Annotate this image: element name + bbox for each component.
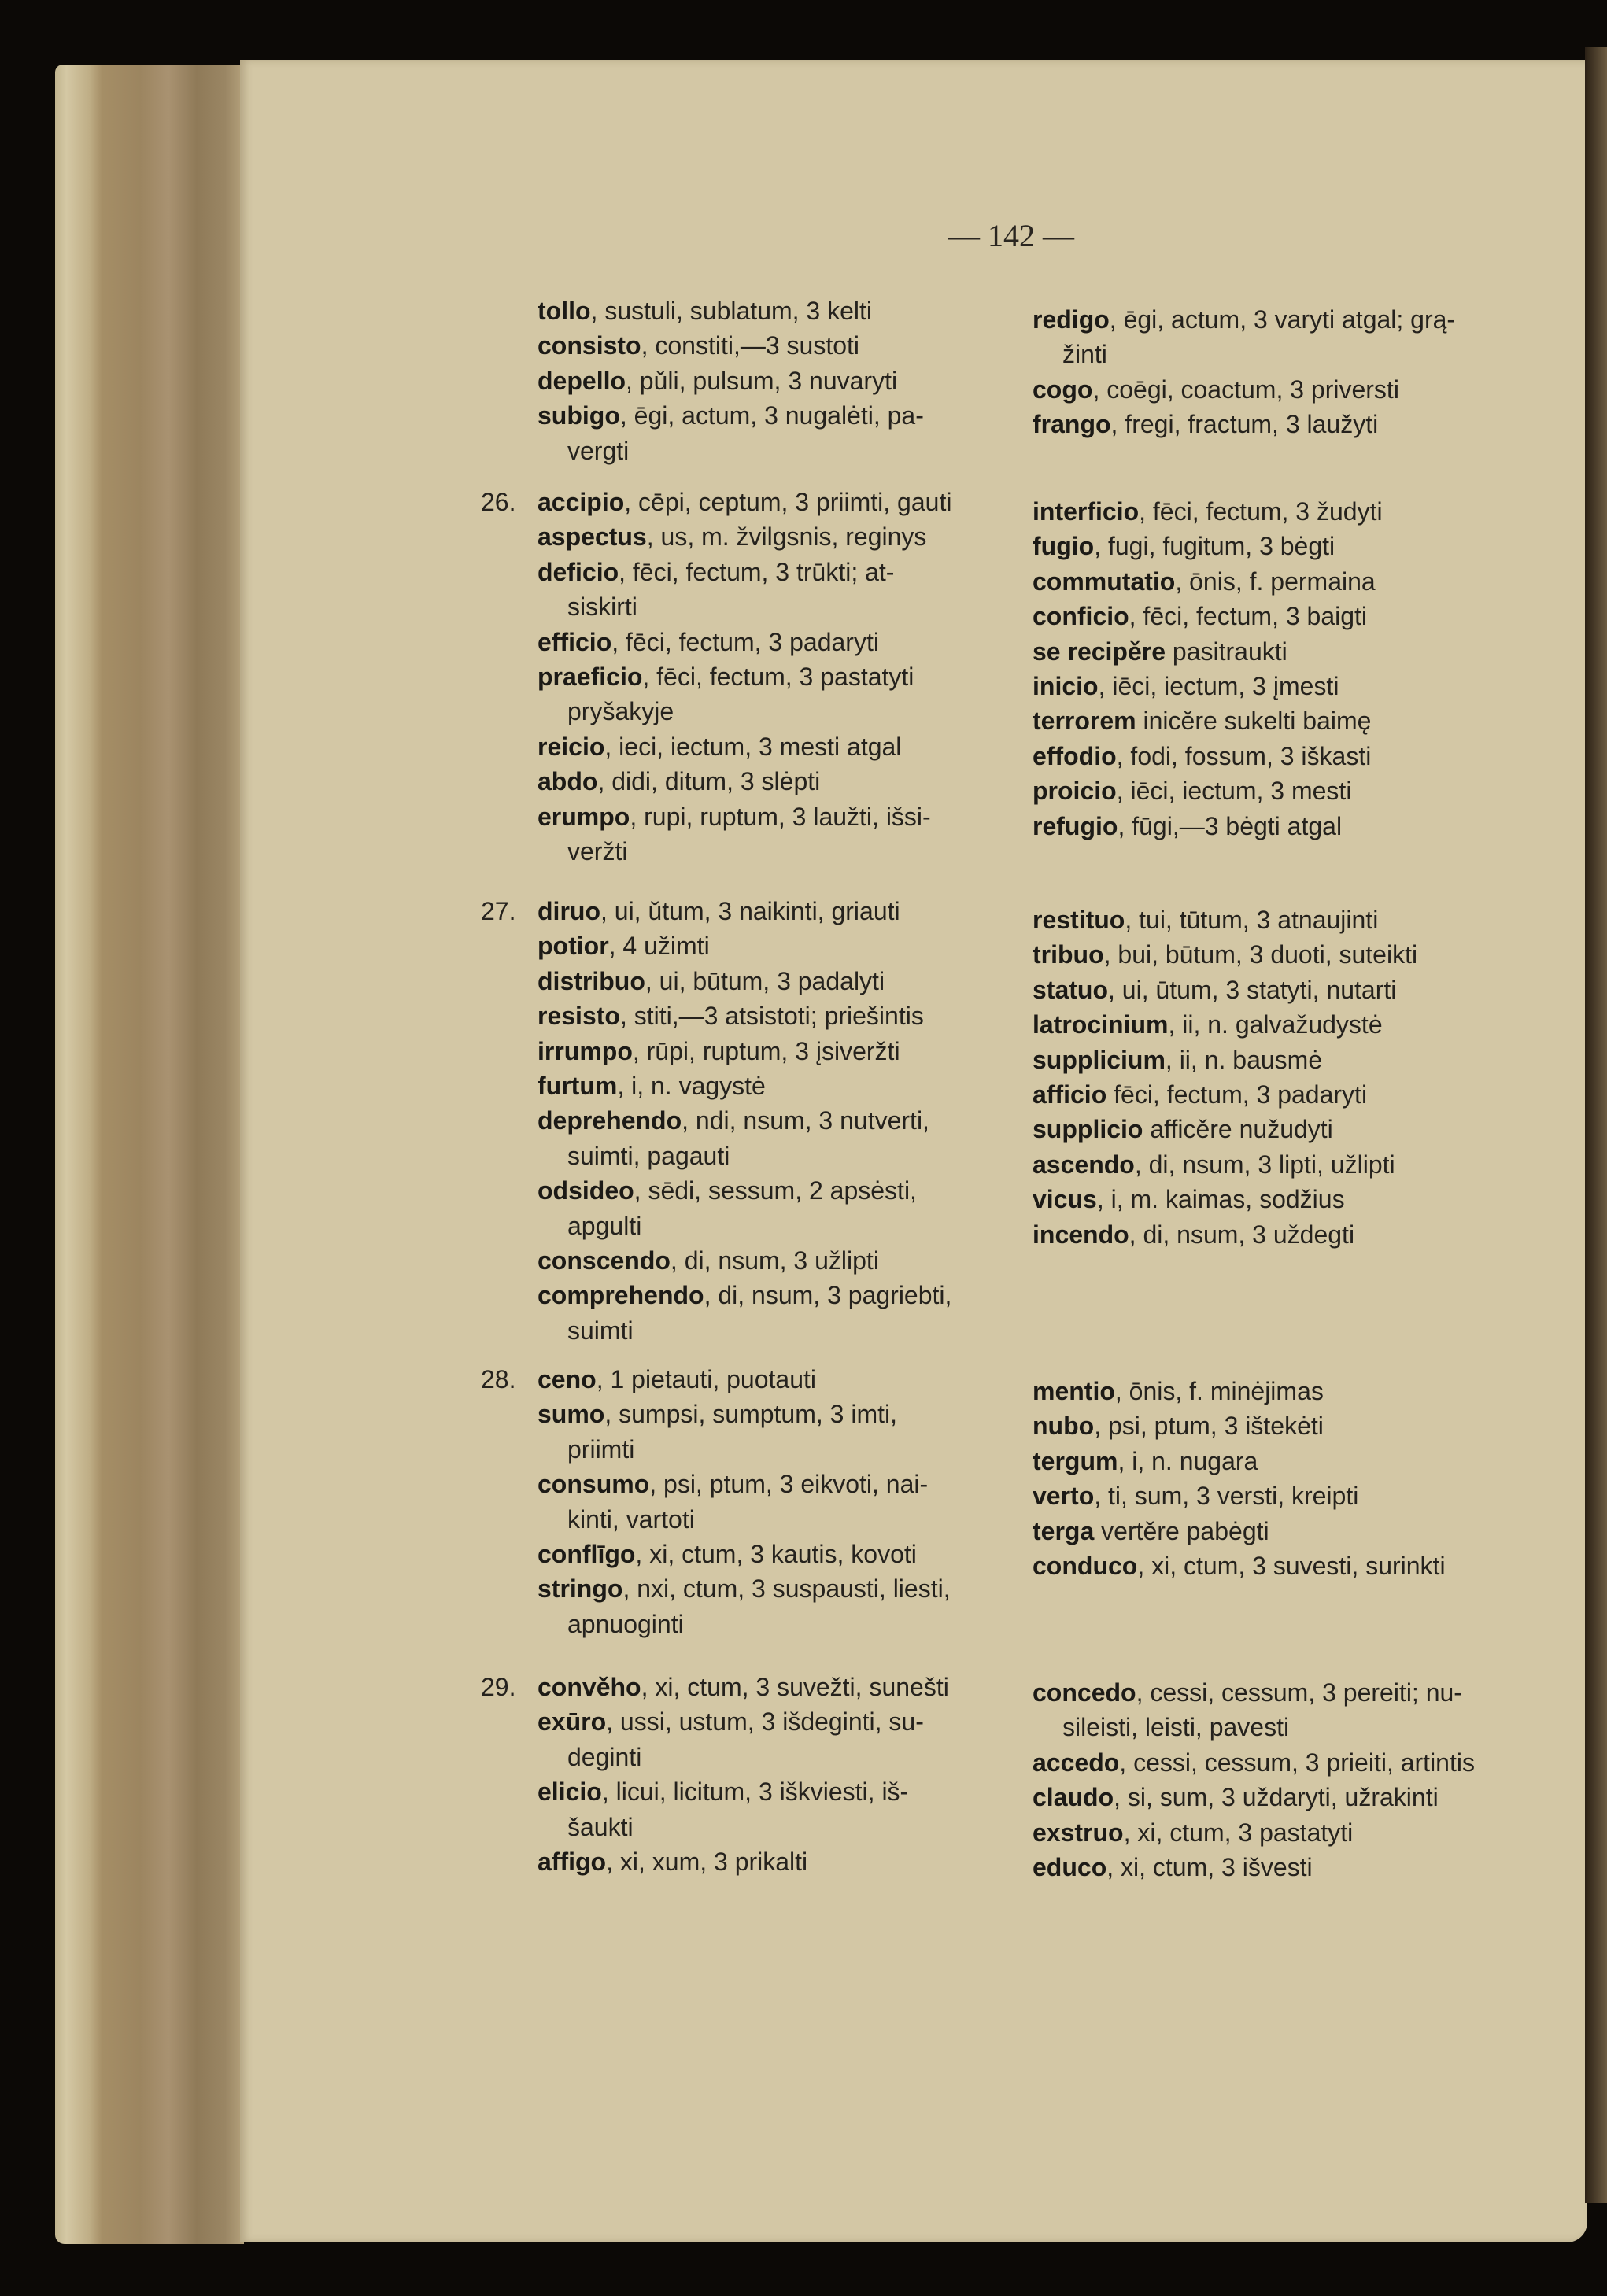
entry-definition: , bui, būtum, 3 duoti, suteikti <box>1103 940 1418 969</box>
entry-definition: afficěre nužudyti <box>1143 1115 1333 1144</box>
vocab-entry <box>538 1069 1002 1103</box>
latin-headword: nubo <box>1033 1412 1095 1441</box>
entry-definition: , xi, ctum, 3 suvežti, sunešti <box>641 1673 949 1701</box>
latin-headword: stringo <box>538 1574 623 1604</box>
latin-headword: accedo <box>1033 1748 1120 1777</box>
vocab-entry <box>538 293 1002 328</box>
vocab-entry <box>538 519 1002 554</box>
latin-headword: sumo <box>538 1400 605 1429</box>
latin-headword: deprehendo <box>538 1106 682 1135</box>
left-group <box>481 485 1002 869</box>
vocab-entry <box>538 999 1002 1033</box>
entry-definition: fēci, fectum, 3 padaryti <box>1106 1080 1368 1109</box>
vocab-entry <box>538 799 1002 834</box>
latin-headword: terrorem <box>1033 707 1136 736</box>
entry-definition: , ui, ūtum, 3 statyti, nutarti <box>1108 975 1397 1004</box>
entry-definition: , i, n. vagystė <box>617 1071 766 1100</box>
latin-headword: exstruo <box>1033 1818 1124 1847</box>
entry-definition: , us, m. žvilgsnis, reginys <box>646 522 927 552</box>
entry-definition: , cessi, cessum, 3 pereiti; nu- <box>1136 1678 1462 1707</box>
lesson-number: 28. <box>481 1365 516 1393</box>
latin-headword: cogo <box>1033 375 1093 404</box>
vocab-entry <box>1033 1780 1552 1814</box>
latin-headword: mentio <box>1033 1377 1115 1405</box>
latin-headword: supplicium <box>1033 1045 1166 1074</box>
entry-definition: , cēpi, ceptum, 3 priimti, gauti <box>624 488 952 516</box>
entry-continuation: siskirti <box>567 592 637 622</box>
latin-headword: distribuo <box>538 966 645 995</box>
vocab-entry <box>1033 599 1552 633</box>
vocab-entry <box>1033 669 1552 703</box>
entry-definition: , ōnis, f. permaina <box>1175 567 1376 596</box>
latin-headword: consisto <box>538 331 641 360</box>
vocab-entry <box>538 1774 1002 1809</box>
vocab-entry <box>1033 1549 1552 1583</box>
entry-definition: , ii, n. galvažudystė <box>1168 1010 1383 1039</box>
vocab-entry <box>481 1362 1002 1397</box>
lesson-number: 29. <box>481 1673 516 1701</box>
vocab-entry <box>538 1034 1002 1069</box>
entry-definition: , fūgi,—3 bėgti atgal <box>1118 811 1343 840</box>
vocab-entry <box>538 398 1002 433</box>
entry-definition: , di, nsum, 3 lipti, užlipti <box>1134 1150 1395 1179</box>
latin-headword: educo <box>1033 1852 1107 1881</box>
entry-definition: , rupi, ruptum, 3 laužti, išsi- <box>630 802 931 831</box>
latin-headword: subigo <box>538 401 620 430</box>
vocab-entry <box>1033 564 1552 599</box>
latin-headword: comprehendo <box>538 1281 704 1310</box>
entry-definition: , fēci, fectum, 3 trūkti; at- <box>619 557 895 586</box>
vocab-entry <box>1033 1043 1552 1077</box>
page-number: — 142 — <box>948 218 1074 253</box>
entry-definition: , ēgi, actum, 3 nugalėti, pa- <box>619 401 924 430</box>
vocab-entry <box>1033 634 1552 669</box>
vocab-entry <box>538 328 1002 363</box>
vocab-entry <box>1033 1675 1552 1710</box>
latin-headword: aspectus <box>538 522 647 552</box>
entry-definition: , sustuli, sublatum, 3 kelti <box>590 297 873 325</box>
vocab-entry <box>1033 1147 1552 1182</box>
vocab-entry <box>538 928 1002 963</box>
entry-definition: , fēci, fectum, 3 žudyti <box>1139 497 1383 526</box>
latin-headword: ceno <box>538 1365 597 1393</box>
latin-headword: convěho <box>538 1673 641 1701</box>
latin-headword: effodio <box>1033 741 1117 770</box>
vocab-entry <box>1033 1007 1552 1042</box>
vocab-entry <box>1033 302 1552 337</box>
latin-headword: se recipěre <box>1033 637 1166 666</box>
entry-definition: , xi, xum, 3 prikalti <box>606 1847 808 1876</box>
entry-definition: iniсěre sukelti baimę <box>1136 707 1372 736</box>
facing-page-edge <box>1585 47 1607 2203</box>
entry-definition: , ēgi, actum, 3 varyti atgal; grą- <box>1109 305 1456 334</box>
vocab-entry <box>481 485 1002 519</box>
entry-definition: , ndi, nsum, 3 nutverti, <box>682 1106 929 1135</box>
latin-headword: elicio <box>538 1777 602 1807</box>
entry-definition: , fēci, fectum, 3 pastatyti <box>642 662 914 691</box>
latin-headword: resisto <box>538 1002 620 1031</box>
vocab-entry <box>481 1670 1002 1704</box>
vocab-entry <box>481 894 1002 928</box>
vocab-entry <box>1033 903 1552 937</box>
vocab-entry <box>538 729 1002 764</box>
latin-headword: ascendo <box>1033 1150 1135 1179</box>
entry-continuation: kinti, vartoti <box>567 1504 695 1534</box>
vocab-entry <box>1033 937 1552 972</box>
latin-headword: inicio <box>1033 671 1099 700</box>
entry-definition: , rūpi, ruptum, 3 įsiveržti <box>632 1036 900 1065</box>
entry-definition: , xi, ctum, 3 išvesti <box>1106 1852 1313 1881</box>
vocab-entry <box>1033 1408 1552 1443</box>
latin-headword: frango <box>1033 410 1111 439</box>
entry-definition: , constiti,—3 sustoti <box>641 331 860 360</box>
vocab-entry <box>538 1537 1002 1571</box>
right-group <box>1033 1374 1552 1583</box>
right-group <box>1033 1675 1552 1884</box>
entry-definition: , tui, tūtum, 3 atnaujinti <box>1125 906 1379 934</box>
vocab-entry <box>538 625 1002 659</box>
latin-headword: abdo <box>538 767 598 796</box>
latin-headword: restituo <box>1033 906 1125 934</box>
entry-definition: , xi, ctum, 3 kautis, kovoti <box>635 1539 917 1568</box>
entry-definition: , i, n. nugara <box>1118 1446 1258 1475</box>
entry-definition: , didi, ditum, 3 slėpti <box>597 767 821 796</box>
latin-headword: conduco <box>1033 1551 1138 1580</box>
latin-headword: conflīgo <box>538 1539 636 1568</box>
latin-headword: concedo <box>1033 1678 1136 1707</box>
vocab-entry <box>538 764 1002 799</box>
entry-continuation: apgulti <box>567 1211 642 1240</box>
vocab-entry <box>1033 494 1552 529</box>
entry-definition: pasitraukti <box>1166 637 1287 666</box>
vocab-entry <box>538 659 1002 694</box>
right-group <box>1033 903 1552 1252</box>
entry-definition: , ieci, iectum, 3 mesti atgal <box>604 732 902 761</box>
entry-definition: , pǔli, pulsum, 3 nuvaryti <box>626 366 898 395</box>
vocab-entry <box>538 1704 1002 1739</box>
left-group <box>481 1670 1002 1879</box>
latin-headword: tollo <box>538 297 591 325</box>
entry-continuation: pryšakyje <box>567 697 674 726</box>
entry-definition: , fregi, fractum, 3 laužyti <box>1110 410 1379 439</box>
latin-headword: potior <box>538 932 609 961</box>
latin-headword: redigo <box>1033 305 1110 334</box>
entry-continuation: veržti <box>567 836 628 866</box>
entry-definition: , xi, ctum, 3 suvesti, surinkti <box>1137 1551 1446 1580</box>
vocab-entry <box>1033 1112 1552 1146</box>
vocab-entry <box>1033 1745 1552 1780</box>
entry-definition: , ui, būtum, 3 padalyti <box>645 966 885 995</box>
vocab-entry <box>538 1173 1002 1208</box>
entry-definition: , nxi, ctum, 3 suspausti, liesti, <box>622 1574 951 1604</box>
left-group <box>538 293 1002 468</box>
entry-definition: , ōnis, f. minėjimas <box>1114 1377 1324 1405</box>
entry-definition: , sēdi, sessum, 2 apsėsti, <box>634 1176 917 1205</box>
entry-continuation: vergti <box>567 436 630 465</box>
entry-continuation: suimti <box>567 1316 634 1345</box>
entry-definition: , coēgi, coactum, 3 priversti <box>1092 375 1399 404</box>
entry-definition: , xi, ctum, 3 pastatyti <box>1123 1818 1354 1847</box>
entry-definition: , si, sum, 3 uždaryti, užrakinti <box>1114 1783 1439 1812</box>
entry-definition: , di, nsum, 3 uždegti <box>1129 1220 1355 1249</box>
entry-definition: , 4 užimti <box>608 932 710 961</box>
latin-headword: exūro <box>538 1707 607 1737</box>
vocab-entry <box>538 964 1002 999</box>
entry-definition: vertěre pabėgti <box>1094 1516 1269 1545</box>
latin-headword: furtum <box>538 1071 618 1100</box>
right-group <box>1033 494 1552 843</box>
entry-continuation: šaukti <box>567 1812 634 1841</box>
latin-headword: incendo <box>1033 1220 1129 1249</box>
vocab-entry <box>538 555 1002 589</box>
vocab-entry <box>538 1278 1002 1312</box>
latin-headword: interficio <box>1033 497 1140 526</box>
vocab-entry <box>1033 739 1552 773</box>
vocab-entry <box>538 1571 1002 1606</box>
vocab-entry <box>1033 372 1552 407</box>
entry-definition: , stiti,—3 atsistoti; priešintis <box>619 1002 924 1031</box>
latin-headword: efficio <box>538 627 612 656</box>
entry-definition: , licui, licitum, 3 iškviesti, iš- <box>601 1777 909 1807</box>
latin-headword: tribuo <box>1033 940 1104 969</box>
vocab-entry <box>538 1103 1002 1138</box>
latin-headword: afficio <box>1033 1080 1107 1109</box>
vocab-entry <box>1033 1444 1552 1478</box>
latin-headword: irrumpo <box>538 1036 633 1065</box>
latin-headword: conficio <box>1033 602 1129 631</box>
latin-headword: tergum <box>1033 1446 1118 1475</box>
lesson-number: 26. <box>481 488 516 516</box>
entry-continuation: suimti, pagauti <box>567 1141 730 1170</box>
vocab-entry <box>1033 973 1552 1007</box>
vocab-entry <box>1033 1077 1552 1112</box>
vocab-entry <box>1033 1217 1552 1252</box>
vocab-entry <box>538 1844 1002 1879</box>
entry-definition: , fodi, fossum, 3 iškasti <box>1116 741 1372 770</box>
latin-headword: proicio <box>1033 777 1117 806</box>
entry-continuation: apnuoginti <box>567 1609 684 1638</box>
vocab-entry <box>538 1243 1002 1278</box>
latin-headword: reicio <box>538 732 605 761</box>
left-group <box>481 1362 1002 1641</box>
latin-headword: vicus <box>1033 1185 1097 1214</box>
entry-definition: , psi, ptum, 3 ištekėti <box>1094 1412 1324 1441</box>
latin-headword: commutatio <box>1033 567 1176 596</box>
vocab-entry <box>1033 1850 1552 1884</box>
entry-definition: , sumpsi, sumptum, 3 imti, <box>604 1400 897 1429</box>
entry-definition: , ii, n. bausmė <box>1165 1045 1323 1074</box>
latin-headword: depello <box>538 366 626 395</box>
latin-headword: deficio <box>538 557 619 586</box>
latin-headword: verto <box>1033 1482 1095 1511</box>
entry-definition: , 1 pietauti, puotauti <box>596 1365 816 1393</box>
vocab-entry <box>1033 1182 1552 1216</box>
entry-definition: , iēci, iectum, 3 įmesti <box>1098 671 1339 700</box>
entry-definition: , ui, ǔtum, 3 naikinti, griauti <box>600 897 900 925</box>
entry-definition: , fugi, fugitum, 3 bėgti <box>1094 532 1335 561</box>
entry-continuation: žinti <box>1062 340 1107 369</box>
entry-definition: , ti, sum, 3 versti, kreipti <box>1094 1482 1359 1511</box>
left-group <box>481 894 1002 1348</box>
vocab-entry <box>538 1397 1002 1431</box>
latin-headword: refugio <box>1033 811 1118 840</box>
latin-headword: affigo <box>538 1847 607 1876</box>
latin-headword: consumo <box>538 1470 650 1499</box>
entry-definition: , di, nsum, 3 pagriebti, <box>704 1281 952 1310</box>
vocab-entry <box>1033 809 1552 843</box>
latin-headword: statuo <box>1033 975 1108 1004</box>
vocab-entry <box>1033 703 1552 738</box>
vocab-entry <box>1033 1374 1552 1408</box>
latin-headword: claudo <box>1033 1783 1114 1812</box>
right-group <box>1033 302 1552 442</box>
latin-headword: accipio <box>538 488 625 516</box>
vocab-entry <box>538 1467 1002 1501</box>
latin-headword: conscendo <box>538 1246 671 1275</box>
vocab-entry <box>538 364 1002 398</box>
vocab-entry <box>1033 1514 1552 1549</box>
vocab-entry <box>1033 1815 1552 1850</box>
page-edges <box>55 65 244 2244</box>
latin-headword: latrocinium <box>1033 1010 1169 1039</box>
entry-continuation: deginti <box>567 1742 642 1771</box>
latin-headword: terga <box>1033 1516 1095 1545</box>
entry-continuation: priimti <box>567 1434 635 1464</box>
latin-headword: supplicio <box>1033 1115 1143 1144</box>
entry-definition: , di, nsum, 3 užlipti <box>670 1246 879 1275</box>
vocab-entry <box>1033 529 1552 563</box>
entry-definition: , i, m. kaimas, sodžius <box>1096 1185 1345 1214</box>
latin-headword: diruo <box>538 897 600 925</box>
lesson-number: 27. <box>481 897 516 925</box>
vocab-entry <box>1033 1478 1552 1513</box>
latin-headword: erumpo <box>538 802 630 831</box>
latin-headword: fugio <box>1033 532 1095 561</box>
entry-definition: , fēci, fectum, 3 padaryti <box>611 627 879 656</box>
entry-definition: , iēci, iectum, 3 mesti <box>1116 777 1352 806</box>
vocab-entry <box>1033 407 1552 441</box>
entry-definition: , psi, ptum, 3 eikvoti, nai- <box>649 1470 929 1499</box>
vocab-entry <box>1033 773 1552 808</box>
latin-headword: odsideo <box>538 1176 634 1205</box>
entry-definition: , cessi, cessum, 3 prieiti, artintis <box>1119 1748 1475 1777</box>
latin-headword: praeficio <box>538 662 643 691</box>
entry-continuation: sileisti, leisti, pavesti <box>1062 1713 1290 1742</box>
entry-definition: , fēci, fectum, 3 baigti <box>1129 602 1368 631</box>
entry-definition: , ussi, ustum, 3 išdeginti, su- <box>606 1707 924 1737</box>
